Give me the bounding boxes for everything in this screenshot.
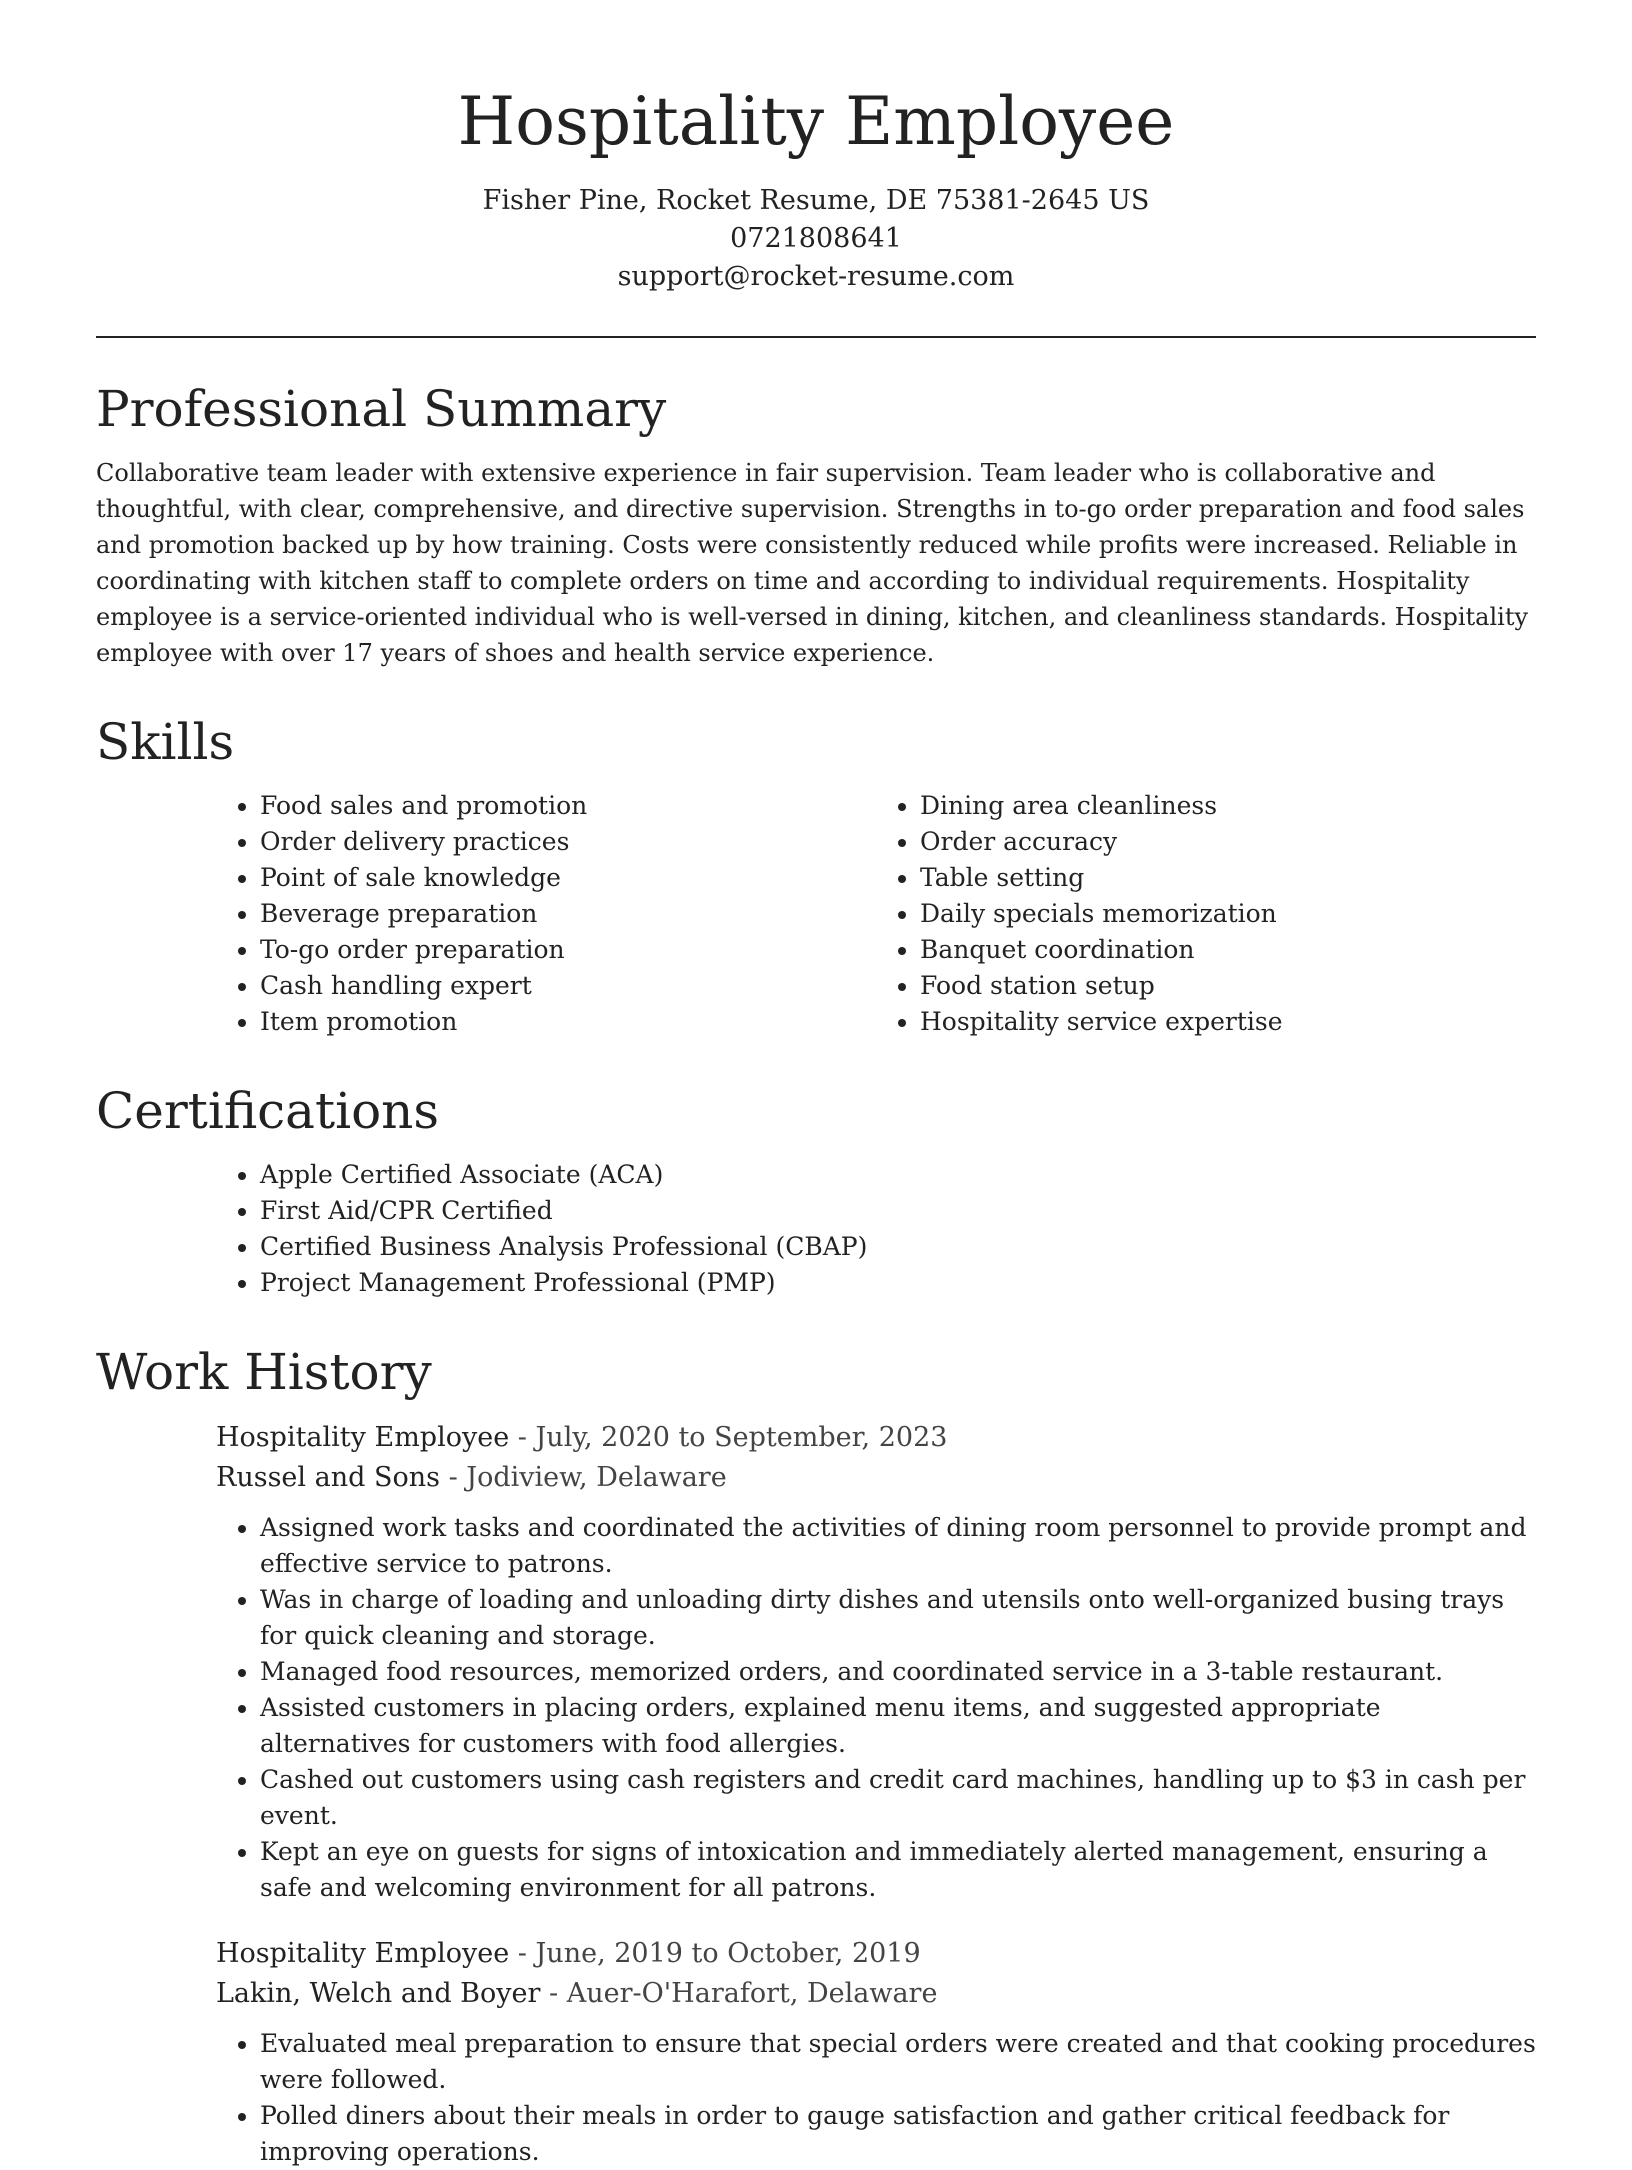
job-bullet: • Kept an eye on guests for signs of intoxication and immediately alerted management, ensuring a safe and welcoming environment for all patrons. (260, 1834, 1536, 1906)
certification-item: • First Aid/CPR Certified (260, 1193, 1536, 1229)
skill-item: • Table setting (920, 860, 1536, 896)
separator: - (439, 1461, 467, 1493)
job-entry (216, 1418, 1536, 1906)
skills-section (96, 712, 1536, 1040)
summary-text: Collaborative team leader with extensive experience in fair supervision. Team leader who is collaborative and thoughtful, with clear, comprehensive, and directive supervision. Strengths in to-go order preparation and food sales and promotion backed up by how training. Costs were consistently reduced while profits were increased. Reliable in coordinating with kitchen staff to complete orders on time and according to individual requirements. Hospitality employee is a service-oriented individual who is well-versed in dining, kitchen, and cleanliness standards. Hospitality employee with over 17 years of shoes and health service experience. (96, 458, 1529, 667)
skill-item: • Food station setup (920, 968, 1536, 1004)
job-title-line (216, 1418, 1536, 1458)
job-title: Hospitality Employee (216, 1937, 510, 1969)
skill-item: • Point of sale knowledge (260, 860, 876, 896)
skill-item: • To-go order preparation (260, 932, 876, 968)
job-bullet: • Polled diners about their meals in order to gauge satisfaction and gather critical feedback for improving operations. (260, 2098, 1536, 2170)
job-bullet: • Cashed out customers using cash registers and credit card machines, handling up to $3 in cash per event. (260, 1762, 1536, 1834)
job-bullets (216, 1510, 1536, 1906)
certification-item: • Apple Certified Associate (ACA) (260, 1157, 1536, 1193)
work-history-section (96, 1342, 1536, 2170)
certification-item: • Project Management Professional (PMP) (260, 1265, 1536, 1301)
jobs-container (96, 1418, 1536, 2170)
job-bullet: • Managed food resources, memorized orders, and coordinated service in a 3-table restaurant. (260, 1654, 1536, 1690)
job-entry (216, 1934, 1536, 2170)
summary-section (96, 379, 1536, 671)
skill-item: • Hospitality service expertise (920, 1004, 1536, 1040)
skill-item: • Food sales and promotion (260, 788, 876, 824)
certifications-heading: Certifications (96, 1081, 440, 1140)
skill-item: • Beverage preparation (260, 896, 876, 932)
job-title-line (216, 1934, 1536, 1974)
address: Fisher Pine, Rocket Resume, DE 75381-2645 US (482, 184, 1150, 216)
work-history-heading: Work History (96, 1342, 432, 1401)
skills-grid (216, 788, 1536, 1040)
job-dates: July, 2020 to September, 2023 (535, 1421, 948, 1453)
job-bullet: • Was in charge of loading and unloading dirty dishes and utensils onto well-organized busing trays for quick cleaning and storage. (260, 1582, 1536, 1654)
summary-heading: Professional Summary (96, 379, 667, 438)
skills-right-column (876, 788, 1536, 1040)
job-location: Jodiview, Delaware (466, 1461, 727, 1493)
job-location: Auer-O'Harafort, Delaware (566, 1977, 938, 2009)
skills-heading: Skills (96, 712, 235, 771)
skill-item: • Item promotion (260, 1004, 876, 1040)
skills-left-column (216, 788, 876, 1040)
separator: - (509, 1937, 536, 1969)
job-bullet: • Assisted customers in placing orders, explained menu items, and suggested appropriate alternatives for customers with food allergies. (260, 1690, 1536, 1762)
candidate-name: Hospitality Employee (457, 83, 1175, 160)
email: support@rocket-resume.com (617, 260, 1015, 292)
phone: 0721808641 (730, 222, 902, 254)
resume-header (96, 0, 1536, 296)
skill-item: • Dining area cleanliness (920, 788, 1536, 824)
job-company-line (216, 1974, 1536, 2014)
job-company-line (216, 1458, 1536, 1498)
certifications-list (216, 1157, 1536, 1301)
skill-item: • Order accuracy (920, 824, 1536, 860)
job-company: Russel and Sons (216, 1461, 440, 1493)
header-divider (96, 336, 1536, 338)
certification-item: • Certified Business Analysis Professional (CBAP) (260, 1229, 1536, 1265)
job-bullet: • Assigned work tasks and coordinated the activities of dining room personnel to provide prompt and effective service to patrons. (260, 1510, 1536, 1582)
skill-item: • Order delivery practices (260, 824, 876, 860)
skill-item: • Cash handling expert (260, 968, 876, 1004)
separator: - (540, 1977, 567, 2009)
job-bullet: • Evaluated meal preparation to ensure that special orders were created and that cooking procedures were followed. (260, 2026, 1536, 2098)
skill-item: • Daily specials memorization (920, 896, 1536, 932)
job-bullets (216, 2026, 1536, 2170)
job-company: Lakin, Welch and Boyer (216, 1977, 541, 2009)
job-dates: June, 2019 to October, 2019 (535, 1937, 921, 1969)
certifications-section (96, 1081, 1536, 1301)
separator: - (509, 1421, 536, 1453)
job-title: Hospitality Employee (216, 1421, 510, 1453)
skill-item: • Banquet coordination (920, 932, 1536, 968)
